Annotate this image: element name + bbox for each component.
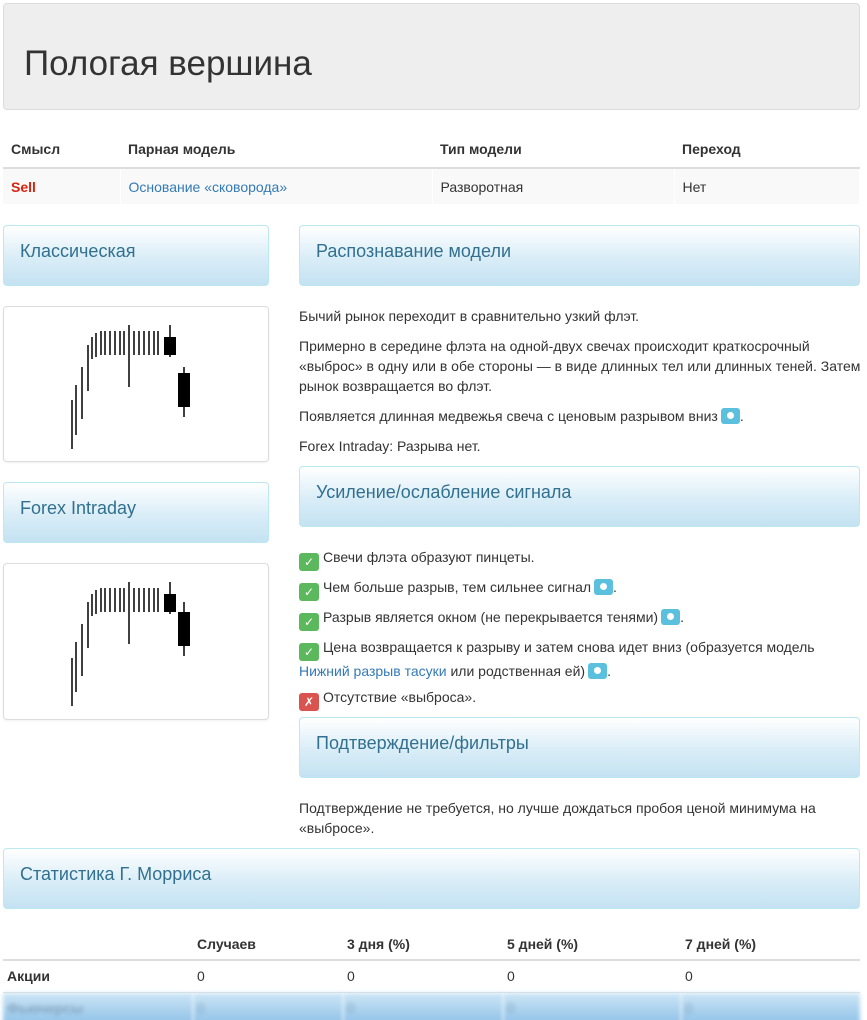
check-icon: ✓ [299,583,319,601]
signal-item-5 [299,687,864,711]
panel-confirmation-title: Подтверждение/фильтры [316,733,529,753]
signal-item-4-text: Цена возвращается к разрыву и затем снова идет вниз (образуется модель [323,639,815,655]
panel-classic [3,225,269,286]
panel-forex [3,482,269,543]
recognition-p1: Бычий рынок переходит в сравнительно узкий флэт. [299,308,640,324]
col-meaning: Смысл [3,130,120,168]
check-icon: ✓ [299,553,319,571]
signal-item-2-text: Чем больше разрыв, тем сильнее сигнал [323,579,592,595]
panel-strength-title: Усиление/ослабление сигнала [316,482,572,502]
info-icon[interactable] [661,609,680,625]
signal-item-3-text: Разрыв является окном (не перекрывается тенями) [323,609,659,625]
col-model-type: Тип модели [432,130,674,168]
stats-cell: 0 [193,992,343,1020]
panel-recognition-title: Распознавание модели [316,241,512,261]
stats-cell: 0 [343,992,503,1020]
table-row [3,992,860,1020]
stats-cell: 0 [503,960,681,992]
recognition-p3-text: Появляется длинная медвежья свеча с ценовым разрывом вниз [299,408,718,424]
stats-cell: 0 [503,992,681,1020]
col-transition: Переход [674,130,860,168]
summary-table [3,130,860,204]
signal-item-1 [299,547,864,571]
signal-item-1-text: Свечи флэта образуют пинцеты. [323,549,535,565]
transition-value: Нет [674,168,860,204]
classic-chart-thumbnail [3,306,269,462]
stats-cell: 0 [681,960,860,992]
stats-col-cases: Случаев [193,928,343,960]
panel-strength [299,466,860,527]
forex-candles-image [4,564,268,719]
cross-icon: ✗ [299,693,319,711]
stats-col-5days: 5 дней (%) [503,928,681,960]
classic-candles-image [4,307,268,461]
signal-value: Sell [3,168,120,204]
panel-stats-title: Статистика Г. Морриса [20,864,212,884]
info-icon[interactable] [721,408,740,424]
confirmation-text: Подтверждение не требуется, но лучше дождаться пробоя ценой минимума на «выбросе». [299,800,816,836]
stats-cell: 0 [343,960,503,992]
signal-item-3: ✓ Разрыв является окном (не перекрывается тенями) . [299,607,864,631]
signal-item-4-post: или родственная ей) [450,663,586,679]
panel-recognition [299,225,860,286]
stats-table [3,928,860,1020]
stats-cell: 0 [681,992,860,1020]
signal-item-2: ✓ Чем больше разрыв, тем сильнее сигнал . [299,577,864,601]
stats-col-label [3,928,193,960]
table-row [3,960,860,992]
stats-col-3days: 3 дня (%) [343,928,503,960]
panel-classic-title: Классическая [20,241,136,261]
check-icon: ✓ [299,643,319,661]
stats-col-7days: 7 дней (%) [681,928,860,960]
panel-forex-title: Forex Intraday [20,498,137,518]
panel-stats [3,848,860,909]
stats-row-label: Акции [3,960,193,992]
recognition-p3: Появляется длинная медвежья свеча с ценовым разрывом вниз . [299,408,744,424]
forex-chart-thumbnail [3,563,269,720]
panel-confirmation [299,717,860,778]
lower-tasuki-gap-link[interactable]: Нижний разрыв тасуки [299,663,447,679]
signal-item-4: ✓ Цена возвращается к разрыву и затем снова идет вниз (образуется модель Нижний разрыв тасуки или родственная ей) . [299,639,815,679]
stats-row-label: Фьючерсы [3,992,193,1020]
page-title: Пологая вершина [24,44,312,83]
recognition-p4: Forex Intraday: Разрыва нет. [299,438,481,454]
page-header [3,3,860,110]
check-icon: ✓ [299,613,319,631]
info-icon[interactable] [594,579,613,595]
stats-cell: 0 [193,960,343,992]
recognition-p2: Примерно в середине флэта на одной-двух свечах происходит краткосрочный «выброс» в одну или в обе стороны — в виде длинных тел или длинных теней. Затем рынок возвращается во флэт. [299,338,861,394]
model-type-value: Разворотная [432,168,674,204]
col-pair-model: Парная модель [120,130,432,168]
signal-item-5-text: Отсутствие «выброса». [323,689,477,705]
pair-model-link[interactable]: Основание «сковорода» [128,178,288,195]
info-icon[interactable] [588,663,607,679]
